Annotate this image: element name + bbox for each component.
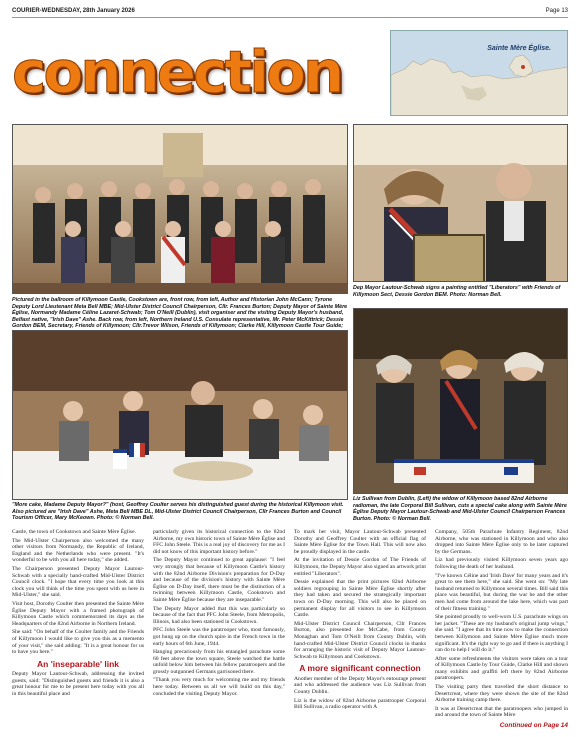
paragraph: The Deputy Mayor added that this was particularly so because of the fact that PFC John Steele, from Metropolis, Illinois, had also been stationed in Cookstown. — [153, 605, 285, 625]
paragraph: Castle, the town of Cookstown and Sainte Mère Église. — [12, 529, 136, 535]
article-column-4 — [435, 529, 568, 721]
continued-link[interactable]: Continued on Page 14 — [499, 722, 568, 729]
serving-cake-photo — [12, 330, 348, 500]
group-photo-ballroom — [12, 124, 348, 294]
paragraph: Dessie explained that the print pictures 82nd Airborne soldiers regrouping in Sainte Mère Église shortly after they had taken and secured the strategically important town on D-Day morning. This will also be placed on permanent display for all visitors to see in Killymoon Castle. — [294, 579, 426, 619]
paragraph: particularly given its historical connection to the 82nd Airborne, my own historic town of Sainte Mère Église and FFC John Steele. This is a real joy of discovery for me as I did not know of this important history before." — [153, 529, 285, 555]
paragraph: PFC John Steele was the paratrooper who, most famously, got hung up on the church spire in the French town in the early hours of 6th June, 1944. — [153, 627, 285, 647]
map-label: Sainte Mère Église. — [487, 45, 551, 52]
paragraph: At the invitation of Dessie Gordon of The Friends of Killymoon, the Deputy Mayor also signed an artwork print entitled "Liberators". — [294, 557, 426, 577]
paragraph: Liz had previously visited Killymoon seven years ago following the death of her husband. — [435, 557, 568, 570]
paragraph: Hanging precariously from his entangled parachute some 60 feet above the town square, Steele watched the battle unfold below him between his fellow paratroopers and the grossly outgunned Germans garrisoned there. — [153, 649, 285, 675]
location-pin-icon — [521, 65, 525, 69]
paragraph: Another member of the Deputy Mayor's entourage present and who addressed the audience was Liz Sullivan from County Dublin. — [294, 675, 426, 696]
paragraph: Liz is the widow of 82nd Airborne paratrooper Corporal Bill Sullivan, a radio operator with A — [294, 697, 426, 711]
subheading-significant-connection: A more significant connection — [299, 663, 421, 674]
paragraph: She pointed proudly to well-worn U.S. parachute wings on her jacket. "These are my husband's original jump wings," she said. "I agree that its time now to make the connection between Killymoon and Sainte Mère Église much more significant. It's the right way to go and if there is anything I can do to help I will do it." — [435, 614, 568, 654]
page-header — [12, 4, 568, 18]
paragraph: To mark her visit, Mayor Lautour-Schwab presented Dorothy and Geoffrey Coulter with an official flag of Sainte Mère Église for the Town Hall. This will now also be proudly displayed in the castle. — [294, 529, 426, 555]
paragraph: She said: "On behalf of the Coulter family and the Friends of Killymoon I would like to give you this as a memento of your visit," she said adding: "It is a great honour for us to have you here." — [12, 629, 144, 656]
paragraph: The Mid-Ulster Chairperson also welcomed the many other visitors from Normandy, the Republic of Ireland, England and the Netherlands who were present. "It's wonderful to be with you all here today," she added. — [12, 537, 144, 564]
paragraph: Visit host, Dorothy Coulter then presented the Sainte Mère Église Deputy Mayor with a framed photograph of Killymoon Castle which commemorated its days as the Headquarters of the 82nd Airborne in Northern Ireland. — [12, 600, 144, 627]
page-number: Page 13 — [545, 7, 568, 14]
paragraph: "Thank you very much for welcoming me and my friends here today. Between us all we will build on this day," concluded the visiting Deputy Mayor. — [153, 677, 285, 697]
paragraph: Company, 505th Parachute Infantry Regiment, 82nd Airborne, who was stationed in Killymoon and who also dropped into Sainte Mère Église only to be later captured by the Germans. — [435, 529, 568, 555]
caption-signing-painting: Dep Mayor Lautour-Schwab signs a painting entitled "Liberators" with Friends of Killymoon Sect, Dessie Gordon BEM. Photo: Norman Bell. — [353, 285, 561, 298]
cutting-cake-photo — [353, 308, 568, 494]
paragraph: The Deputy Mayor continued to great applause: "I feel very strongly that because of Killymoon Castle's history with the 82nd Airborne Division's preparation for D-Day and because of the division's history with Sainte Mère Église on D-Day itself, there must be the distinction of a twinning between Killymoon Castle, Cookstown and Sainte Mère Église because they are inseparable." — [153, 557, 285, 603]
paragraph: The visiting party then travelled the short distance to Desertcreat, where they were shown the site of the 82nd Airborne training camp there. — [435, 684, 568, 704]
signing-painting-photo — [353, 124, 568, 282]
paragraph: It was at Desertcreat that the paratroopers who jumped in and around the town of Sainte Mère — [435, 705, 568, 719]
paragraph: Mid-Ulster District Council Chairperson, Cllr Frances Burton, also presented Joe McCabe, from County Monaghan and Tom O'Neill from County Dublin, with hand-crafted Mid-Ulster District Council clocks in thanks for arranging the historic visit of Deputy Mayor Lautour-Schwab to Killymoon and Cookstown. — [294, 620, 426, 660]
map-illustration — [391, 31, 568, 116]
article-column-3 — [294, 529, 426, 713]
paragraph: After some refreshments the visitors were taken on a tour of Killymoon Castle by Tour Guide, Clarke Hill and shown many exhibits and graffiti left there by 82nd Airborne paratroopers. — [435, 655, 568, 682]
article-body — [12, 529, 568, 729]
caption-group-photo: Pictured in the ballroom of Killymoon Castle, Cookstown are, front row, from left, Author and Historian John McCann; Tyrone Deputy Lord Lieutenant Meta Bell MBE; Mid-Ulster District Council Chairperson, Cllr. Frances Burton; Deputy Mayor of Sainte Mère Église, Normandy Madame Céline Lazaret-Schwab; Tom O'Neill (Dublin), visit organiser and the visiting Deputy Mayor's husband, Belfast native, "Irish Dave" Ashe. Back row, from left, Northern Ireland U.S. Consulate representative, Mr. Peter McKittrick; Dessie Gordon BEM, Secretary, Friends of Killymoon; Cllr.Trevor Wilson, Friends of Killymoon; Clarke Hill, Killymoon Castle Tour Guide; — [12, 297, 348, 330]
paragraph: The Chairperson presented Deputy Mayor Lautour-Schwab with a specially hand-crafted Mid-Ulster District Council clock. "I hope that every time you look at this clock you will think of the time you spent with us here in Mid-Ulster," she said. — [12, 565, 144, 599]
subheading-inseparable-link: An 'inseparable' link — [37, 658, 119, 669]
date-line: COURIER-WEDNESDAY, 28th January 2026 — [12, 7, 135, 14]
caption-cutting-cake: Liz Sullivan from Dublin, (Left) the widow of Killymoon based 82nd Airborne radioman, the late Corporal Bill Sullivan, cuts a special cake along with Sainte Mère Église Deputy Mayor Lautour-Schwab and Mid-Ulster Council Chairperson Frances Burton. Photo: © Norman Bell. — [353, 496, 567, 522]
caption-serving-cake: "More cake, Madame Deputy Mayor?" (host, Geoffrey Coulter serves his distinguished guest during the historical Killymoon visit. Also pictured are "Irish Dave" Ashe, Meta Bell MBE DL, Mid-Ulster District Council Chairperson, Cllr Frances Burton and Council Tourism Officer, Mary McKeown. Photo: © Norman Bell. — [12, 502, 344, 522]
article-column-2 — [153, 529, 285, 699]
article-column-1 — [12, 529, 144, 700]
paragraph: "I've known Céline and 'Irish Dave' for many years and it's great to see them here," she said. She went on: "My late husband returned to Killymoon several times. Bill said this place was beautiful, but during the war he and the other men had come from around the lake here, which was part of their fitness training." — [435, 572, 568, 612]
masthead-title: connection — [12, 38, 342, 106]
map-inset — [390, 30, 568, 116]
paragraph: Deputy Mayor Lautour-Schwab, addressing the invited guests, said: "Distinguished guests and friends it is also a great honour for me to be present here today with you all in this beautiful place and — [12, 671, 144, 698]
masthead — [12, 40, 442, 104]
